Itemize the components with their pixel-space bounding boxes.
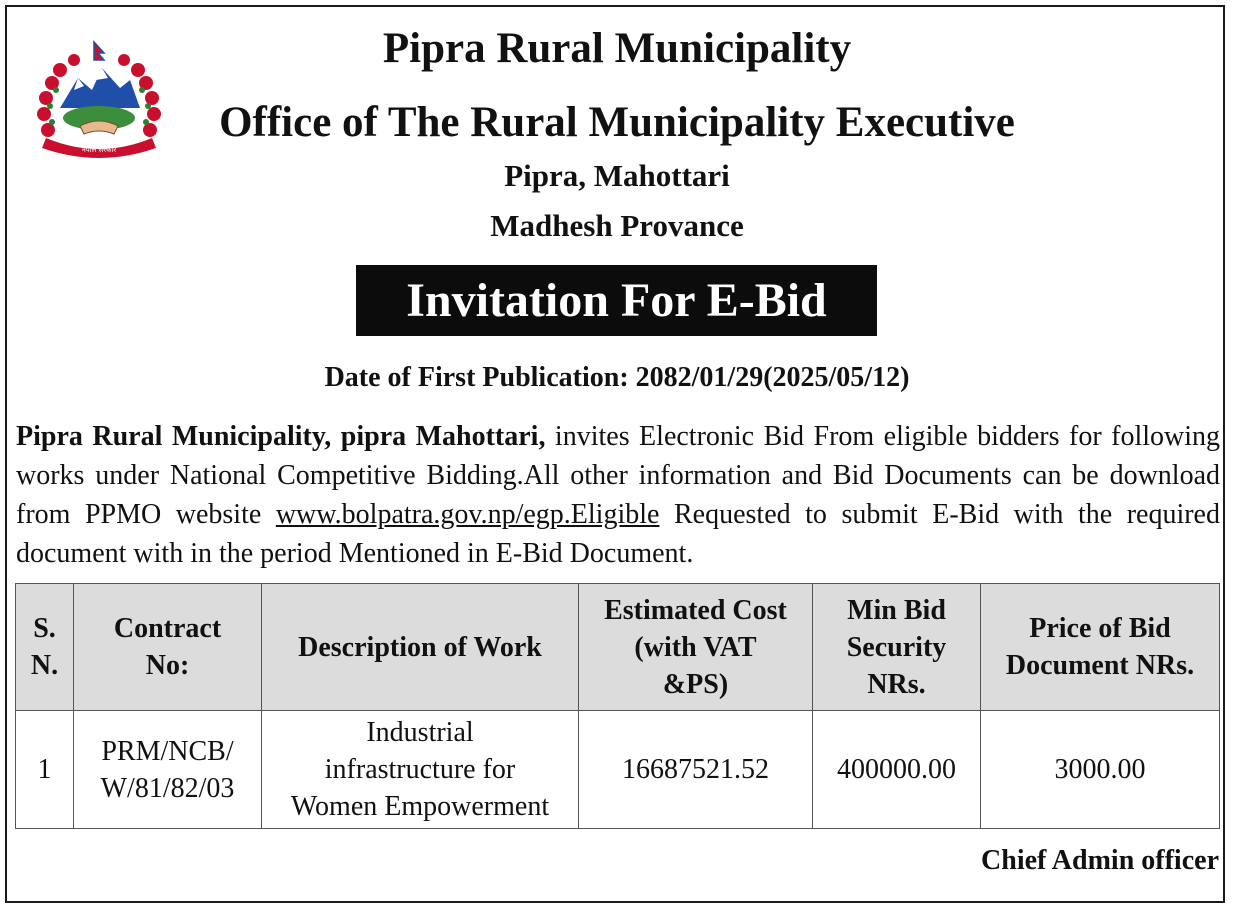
cell-contract-line: PRM/NCB/: [101, 735, 234, 767]
publication-date: Date of First Publication: 2082/01/29(2025/05/12): [324, 362, 910, 393]
notice-paragraph: [16, 417, 1220, 573]
municipality-title: Pipra Rural Municipality: [382, 25, 852, 72]
ppmo-link[interactable]: www.bolpatra.gov.np/egp.Eligible: [275, 499, 660, 530]
col-security-line: Security: [846, 631, 947, 663]
cell-estimated-cost: 16687521.52: [579, 711, 813, 829]
col-sn: [16, 584, 74, 711]
location-line: Pipra, Mahottari: [504, 158, 730, 193]
col-bid-security: [813, 584, 981, 711]
cell-contract: [74, 711, 262, 829]
cell-description-line: infrastructure for: [324, 754, 516, 785]
bid-table: [15, 583, 1220, 829]
col-contract-line: No:: [145, 650, 190, 681]
cell-bid-security: 400000.00: [813, 711, 981, 829]
cell-description-line: Industrial: [366, 717, 474, 748]
col-cost-line: (with VAT: [634, 631, 757, 663]
col-sn-line: S.: [33, 613, 56, 644]
col-description: Description of Work: [262, 584, 579, 711]
col-sn-line: N.: [30, 650, 59, 681]
col-price-line: Document NRs.: [1005, 650, 1195, 681]
office-title: Office of The Rural Municipality Executive: [219, 99, 1015, 146]
table-row: [16, 711, 1220, 829]
col-cost-line: Estimated Cost: [604, 594, 787, 626]
notice-text-2: Requested to submit E-Bid with the required document with in the period Mentioned in E-Bid Document.: [16, 499, 1220, 569]
col-contract: [74, 584, 262, 711]
table-header-row: [16, 584, 1220, 711]
col-price-line: Price of Bid: [1029, 613, 1171, 644]
col-security-line: Min Bid: [847, 594, 946, 626]
col-cost-line: &PS): [662, 668, 729, 700]
signature: Chief Admin officer: [981, 845, 1219, 876]
cell-description: [262, 711, 579, 829]
province-line: Madhesh Provance: [490, 208, 744, 243]
invitation-banner: Invitation For E-Bid: [356, 265, 877, 336]
cell-sn: 1: [16, 711, 74, 829]
notice-text-1: invites Electronic Bid From eligible bidders for following works under National Competitive Bidding.All other information and Bid Documents can be download from PPMO website: [16, 421, 1220, 530]
cell-contract-line: W/81/82/03: [100, 772, 235, 804]
emblem-ribbon-text: नेपाल सरकार: [81, 146, 117, 154]
cell-description-line: Women Empowerment: [290, 791, 550, 822]
col-document-price: [981, 584, 1220, 711]
col-security-line: NRs.: [867, 668, 926, 700]
notice-lead: Pipra Rural Municipality, pipra Mahottari,: [16, 421, 546, 452]
cell-document-price: 3000.00: [981, 711, 1220, 829]
col-estimated-cost: [579, 584, 813, 711]
col-contract-line: Contract: [113, 613, 222, 644]
